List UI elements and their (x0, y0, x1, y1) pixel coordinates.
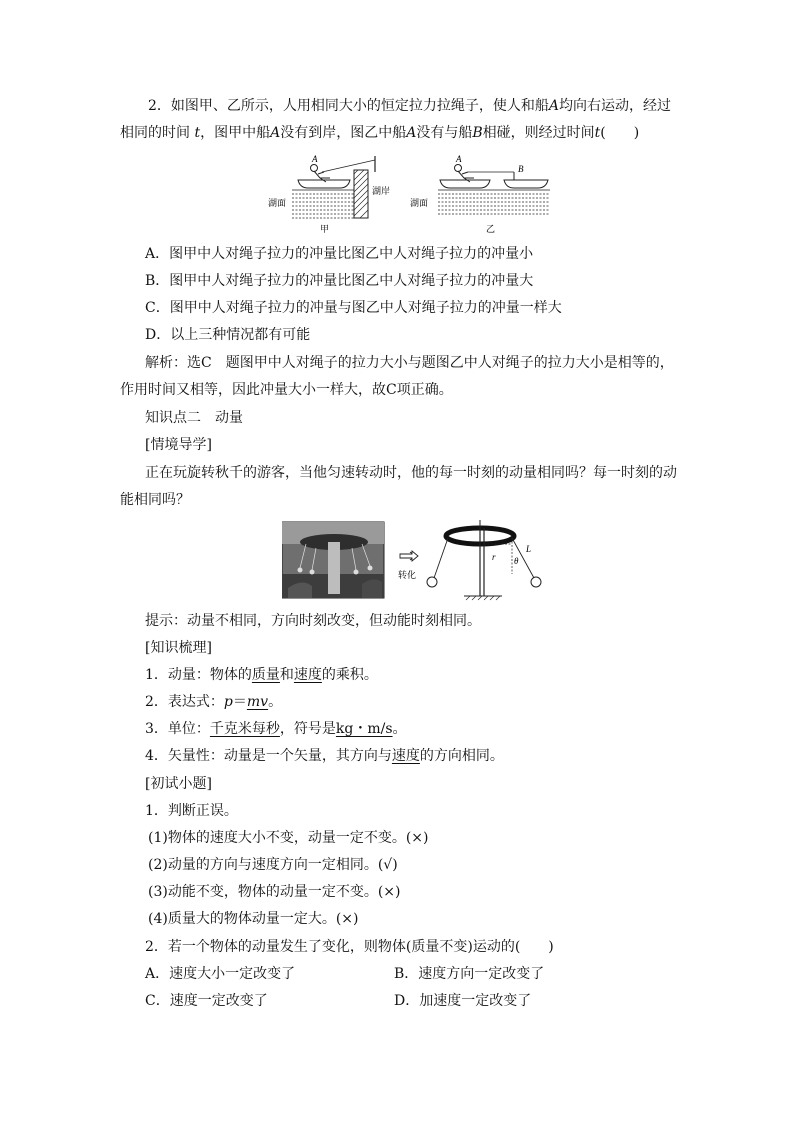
judge-3: (3)动能不变，物体的动量一定不变。(×) (148, 884, 401, 900)
time-variable: t (594, 125, 601, 141)
stem-text: ，图甲中船 (200, 125, 271, 141)
boat-a-label: A (270, 125, 281, 141)
label-jia: 甲 (320, 225, 330, 235)
swing-diagram (427, 520, 541, 600)
quiz2-option-a: A．速度大小一定改变了 (145, 966, 296, 982)
blank-unit: 千克米每秒 (209, 721, 280, 737)
stem-text: 相同的时间 (120, 125, 190, 141)
stem-text: 均向右运动，经过 (559, 98, 672, 114)
judge-4: (4)质量大的物体动量一定大。(×) (148, 911, 359, 927)
situation-line-1: 正在玩旋转秋千的游客，当他匀速转动时，他的每一时刻的动量相同吗？每一时刻的动 (145, 465, 677, 481)
section-title: 知识点二 动量 (145, 410, 243, 426)
blank-symbol: kg・m/s (335, 721, 393, 737)
label-r: r (492, 552, 496, 562)
blank-velocity: 速度 (293, 667, 322, 683)
stem-text: 相碰，则经过时间 (482, 125, 595, 141)
boat-a-right (440, 180, 490, 188)
boat-b-right (504, 180, 548, 188)
figure-jia (268, 154, 390, 235)
knowledge-label: [知识梳理] (145, 640, 212, 656)
option-b: B．图甲中人对绳子拉力的冲量比图乙中人对绳子拉力的冲量大 (145, 273, 534, 289)
option-c: C．图甲中人对绳子拉力的冲量与图乙中人对绳子拉力的冲量一样大 (145, 300, 562, 316)
blank-direction: 速度 (391, 748, 420, 764)
label-shore: 湖岸 (372, 187, 391, 197)
answer-blank: ( ) (600, 125, 640, 141)
blank-formula: mv (246, 694, 269, 710)
question-stem-line-2 (120, 123, 639, 143)
knowledge-item-2: 2．表达式：p＝mv。 (145, 694, 283, 710)
knowledge-item-4: 4．矢量性：动量是一个矢量，其方向与速度的方向相同。 (145, 748, 504, 764)
time-variable: t (194, 125, 201, 141)
label-a-right: A (456, 154, 462, 164)
situation-line-2: 能相同吗？ (120, 492, 190, 508)
lake-surface-left (292, 190, 354, 218)
label-yi: 乙 (486, 225, 496, 235)
judge-1: (1)物体的速度大小不变，动量一定不变。(×) (148, 830, 429, 846)
label-l: L (526, 544, 532, 554)
blank-mass: 质量 (251, 667, 280, 683)
shore-wall (354, 170, 368, 218)
swing-photo (282, 522, 384, 598)
boat-a-label: A (406, 125, 417, 141)
label-lake-right: 湖面 (410, 199, 429, 209)
swing-figure (282, 518, 552, 604)
boat-b-label: B (472, 125, 483, 141)
label-theta: θ (514, 556, 519, 566)
analysis-line-1: 解析：选C 题图甲中人对绳子的拉力大小与题图乙中人对绳子的拉力大小是相等的， (145, 355, 674, 371)
figure-yi (410, 154, 550, 235)
arrow-label: 转化 (398, 571, 417, 581)
quiz-2: 2．若一个物体的动量发生了变化，则物体(质量不变)运动的( ) (145, 939, 554, 955)
hint-text: 提示：动量不相同，方向时刻改变，但动能时刻相同。 (145, 613, 481, 629)
label-a-left: A (312, 154, 318, 164)
option-a: A．图甲中人对绳子拉力的冲量比图乙中人对绳子拉力的冲量小 (145, 246, 534, 262)
quiz2-option-b: B．速度方向一定改变了 (394, 966, 545, 982)
label-b-right: B (518, 164, 524, 174)
knowledge-item-1: 1．动量：物体的质量和速度的乘积。 (145, 667, 378, 683)
option-d: D．以上三种情况都有可能 (145, 327, 311, 343)
quiz2-option-c: C．速度一定改变了 (145, 993, 268, 1009)
quiz-label: [初试小题] (145, 776, 212, 792)
stem-text: 2．如图甲、乙所示，人用相同大小的恒定拉力拉绳子，使人和船 (148, 98, 549, 114)
knowledge-item-3: 3．单位：千克米每秒，符号是kg・m/s。 (145, 721, 407, 737)
stem-text: 没有到岸，图乙中船 (280, 125, 407, 141)
situation-label: [情境导学] (145, 437, 212, 453)
analysis-line-2: 作用时间又相等，因此冲量大小一样大，故C项正确。 (120, 382, 453, 398)
lake-surface-right (438, 190, 550, 214)
quiz-1: 1．判断正误。 (145, 803, 238, 819)
label-lake-left: 湖面 (268, 199, 287, 209)
boat-a-label: A (548, 98, 560, 114)
transform-arrow (398, 551, 418, 581)
stem-text: 没有与船 (416, 125, 473, 141)
boats-figure (268, 150, 560, 236)
judge-2: (2)动量的方向与速度方向一定相同。(√) (148, 857, 398, 873)
quiz2-option-d: D．加速度一定改变了 (394, 993, 532, 1009)
question-stem-line-1 (148, 96, 671, 116)
